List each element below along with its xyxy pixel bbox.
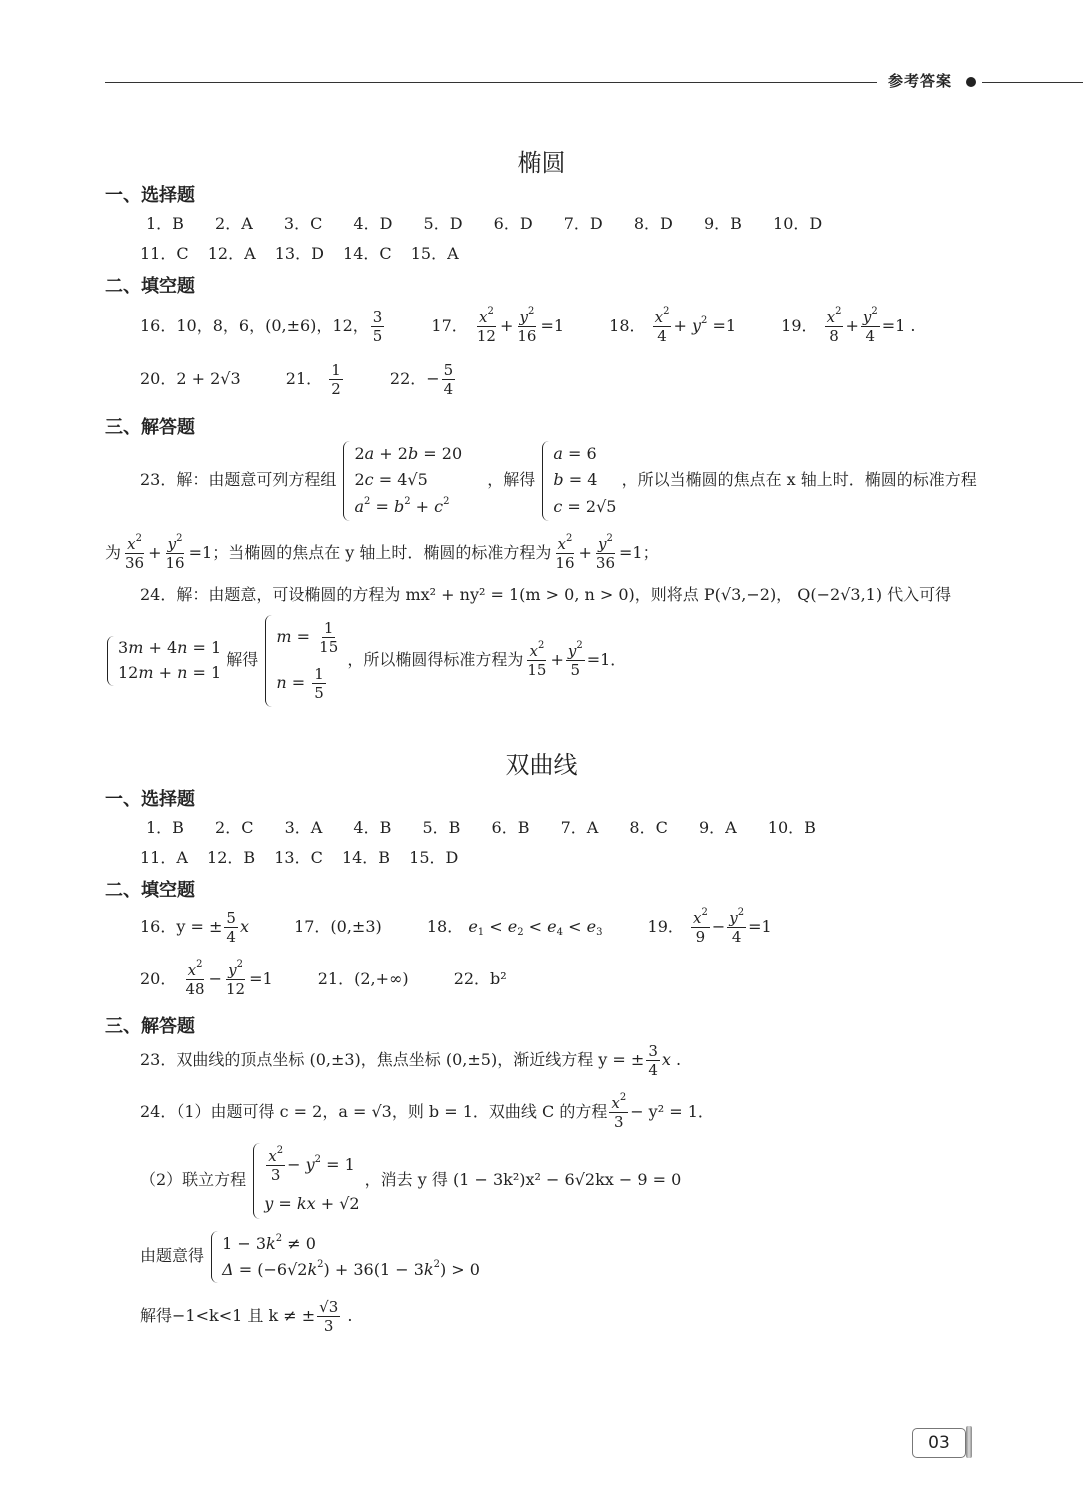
answer: 7．A [560,818,599,837]
answer: 12．A [207,244,256,263]
hyperbola-q24-condition: 由题意得 $1 - 3k^2 \ne 0$ $\Delta = (-6√2k^2) + 36(1 - 3k^2) > 0$ [140,1228,480,1284]
answer: 2．A [215,214,253,233]
answer: 6．D [493,214,533,233]
answer: 6．B [491,818,530,837]
hyperbola-mc-row1 [146,818,816,838]
answer: 15．D [409,848,459,867]
ellipse-section-solve: 三、解答题 [105,417,195,438]
answer: 10．D [773,214,823,233]
header-rule-right [982,82,1083,83]
hyperbola-q24-part2: （2）联立方程 $\frac{x^2}{3}$ − $y^2 = 1$ y = kx + √2 ，消去 y 得 (1 − 3k²)x² − 6√2kx − 9 = 0 [140,1142,681,1218]
header-label: 参考答案 [888,72,953,90]
answer: 11．A [140,848,188,867]
hyperbola-q24-part1: 24．（1）由题可得 c = 2，a = √3，则 b = 1．双曲线 C 的方程 $\frac{x^2}{3}$ − y² = 1． [140,1092,714,1131]
answer: 5．D [423,214,463,233]
ellipse-mc-row2 [140,244,459,264]
answer: 14．B [341,848,391,867]
ellipse-fill-row1: 16．10，8，6，(0,±6)，12， $\frac{3}{5}$ 17． $\frac{x^2}{12}$ + $\frac{y^2}{16}$ =1 18． $\frac{x^2}{4}$ + $y^2 =1$ 19． $\frac{x^2}{8}$ + $\frac{y^2}{4}$ =1 . [140,306,916,345]
hyperbola-section-solve: 三、解答题 [105,1016,195,1037]
answer: 4．B [353,818,392,837]
answer: 11．C [140,244,189,263]
ellipse-q24-line1: 24．解：由题意，可设椭圆的方程为 mx² + ny² = 1(m > 0, n > 0)，则将点 P(√3,−2)， Q(−2√3,1) 代入可得 [140,585,952,604]
answer: 2．C [215,818,254,837]
ellipse-section-mc: 一、选择题 [105,185,195,206]
answer: 15．A [410,244,459,263]
answer: 5．B [422,818,461,837]
page-tab-decoration [966,1426,972,1458]
hyperbola-section-mc: 一、选择题 [105,789,195,810]
answer: 8．C [629,818,668,837]
answer: 3．C [283,214,323,233]
answer: 4．D [353,214,393,233]
hyperbola-fill-row1: 16．y = ± $\frac{5}{4}$ x 17．(0,±3) 18． $e_1 < e_2 < e_4 < e_3$ 19． $\frac{x^2}{9}$ − $\frac{y^2}{4}$ =1 [140,907,772,946]
header-rule-left [105,82,877,83]
answer: 9．A [698,818,737,837]
hyperbola-q23: 23．双曲线的顶点坐标 (0,±3)，焦点坐标 (0,±5)，渐近线方程 y = ± $\frac{3}{4}$ x . [140,1042,682,1079]
answer: 12．B [207,848,256,867]
answer: 9．B [703,214,742,233]
ellipse-section-fill: 二、填空题 [105,276,195,297]
answer: 8．D [633,214,673,233]
answer: 14．C [343,244,392,263]
header-dot-icon [966,77,976,87]
ellipse-q23-line1: 23．解：由题意可列方程组 2a + 2b = 20 2c = 4√5 $a^2 = b^2 + c^2$ ，解得 a = 6 b = 4 c = 2√5 ，所以当椭圆的焦点在 x 轴上时．椭圆的标准方程 [140,440,977,520]
answer: 3．A [284,818,323,837]
hyperbola-fill-row2: 20． $\frac{x^2}{48}$ − $\frac{y^2}{12}$ =1 21．(2,+∞) 22．b² [140,959,507,998]
page-number: 03 [912,1428,966,1458]
ellipse-q24-line2: 3m + 4n = 1 12m + n = 1 解得 m = $\frac{1}{15}$ n = $\frac{1}{5}$ ，所以椭圆得标准方程为 $\frac{x^2}{15}$ + $\frac{y^2}{5}$ =1． [105,614,626,706]
answer: 7．D [563,214,603,233]
ellipse-q23-line2: 为 $\frac{x^2}{36}$ + $\frac{y^2}{16}$ =1；当椭圆的焦点在 y 轴上时．椭圆的标准方程为 $\frac{x^2}{16}$ + $\frac{y^2}{36}$ =1； [105,533,659,572]
ellipse-fill-row2: 20．2 + 2√3 21． $\frac{1}{2}$ 22．− $\frac{5}{4}$ [140,361,454,398]
hyperbola-q24-result: 解得−1<k<1 且 k ≠ ± $\frac{√3}{3}$ . [140,1298,353,1335]
answer: 13．C [274,848,323,867]
hyperbola-mc-row2 [140,848,458,868]
hyperbola-title: 双曲线 [505,751,578,779]
answer: 1．B [146,214,184,233]
answer: 13．D [274,244,324,263]
ellipse-mc-row1 [146,214,822,234]
answer: 10．B [767,818,816,837]
answer: 1．B [146,818,184,837]
hyperbola-section-fill: 二、填空题 [105,880,195,901]
ellipse-title: 椭圆 [517,149,566,177]
